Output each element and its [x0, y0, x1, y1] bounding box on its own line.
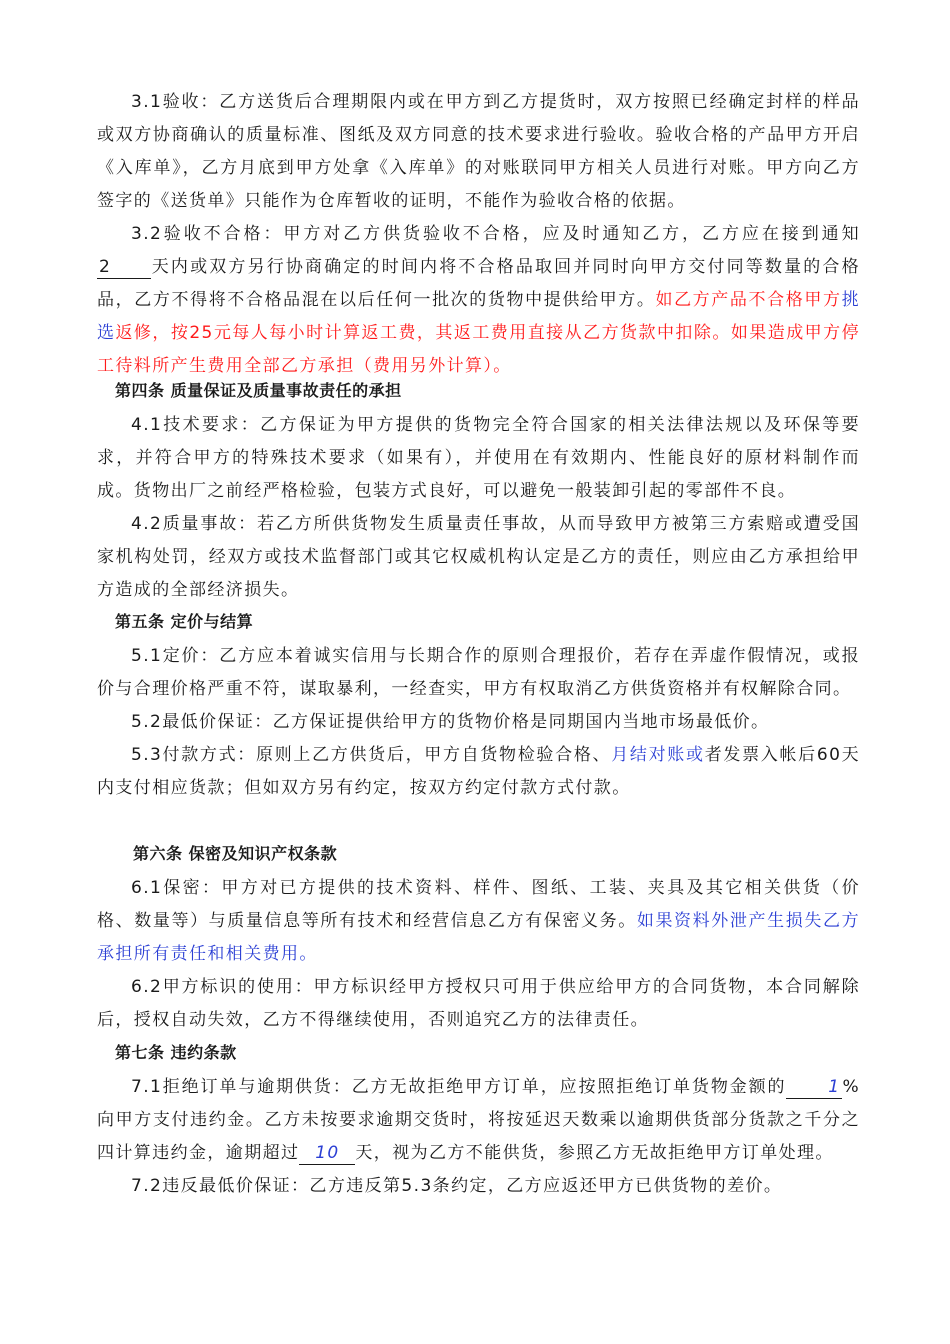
clause-6-1-text: 6.1保密：甲方对已方提供的技术资料、样件、图纸、工装、夹具及其它相关供货（价格、数量等）与质量信息等所有技术和经营信息乙方有保密义务。	[97, 878, 860, 931]
section-5-heading: 第五条 定价与结算	[115, 612, 254, 631]
clause-7-1-text-c: 天，视为乙方不能供货，参照乙方无故拒绝甲方订单处理。	[355, 1143, 834, 1163]
clause-5-2: 5.2最低价保证：乙方保证提供给甲方的货物价格是同期国内当地市场最低价。	[131, 712, 770, 732]
clause-3-2-text-b: 天内或双方另行协商确定的时间内将不合格品取回并同时向甲方交付同等数量的合格品，乙方不得将不合格品混在以后任何一批次的货物中提供给甲方。	[97, 257, 860, 310]
clause-6-1	[97, 872, 860, 971]
section-6-heading: 第六条 保密及知识产权条款	[133, 844, 338, 863]
clause-7-1-penalty-fill: 1	[786, 1076, 842, 1099]
clause-7-1-text-a: 7.1拒绝订单与逾期供货：乙方无故拒绝甲方订单，应按照拒绝订单货物金额的	[131, 1077, 787, 1097]
clause-7-2: 7.2违反最低价保证：乙方违反第5.3条约定，乙方应返还甲方已供货物的差价。	[131, 1176, 783, 1196]
section-3-block	[97, 86, 860, 383]
clause-5-1: 5.1定价：乙方应本着诚实信用与长期合作的原则合理报价，若存在弄虚作假情况，或报价与合理价格严重不符，谋取暴利，一经查实，甲方有权取消乙方供货资格并有权解除合同。	[97, 646, 860, 699]
clause-6-2: 6.2甲方标识的使用：甲方标识经甲方授权只可用于供应给甲方的合同货物，本合同解除后，授权自动失效，乙方不得继续使用，否则追究乙方的法律责任。	[97, 977, 860, 1030]
section-5-block	[97, 640, 860, 805]
clause-5-3	[97, 739, 860, 805]
section-4-block	[97, 409, 860, 607]
clause-6-1-blue-text: 如果资料外泄产生损失乙方承担所有责任和相关费用。	[97, 911, 860, 964]
clause-7-1-text-b: %向甲方支付违约金。乙方未按要求逾期交货时，将按延迟天数乘以逾期供货部分货款之千分之四计算违约金，逾期超过	[97, 1077, 860, 1163]
clause-3-2-red-text-b: 返修，按25元每人每小时计算返工费，其返工费用直接从乙方货款中扣除。如果造成甲方停工待料所产生费用全部乙方承担（费用另外计算）。	[97, 323, 860, 376]
clause-4-2: 4.2质量事故：若乙方所供货物发生质量责任事故，从而导致甲方被第三方索赔或遭受国家机构处罚，经双方或技术监督部门或其它权威机构认定是乙方的责任，则应由乙方承担给甲方造成的全部经济损失。	[97, 514, 860, 600]
clause-7-1	[97, 1071, 860, 1170]
clause-5-3-blue-text: 月结对账或	[611, 745, 705, 765]
clause-3-1: 3.1验收：乙方送货后合理期限内或在甲方到乙方提货时，双方按照已经确定封样的样品或双方协商确认的质量标准、图纸及双方同意的技术要求进行验收。验收合格的产品甲方开启《入库单》，乙方月底到甲方处拿《入库单》的对账联同甲方相关人员进行对账。甲方向乙方签字的《送货单》只能作为仓库暂收的证明，不能作为验收合格的依据。	[97, 92, 860, 211]
clause-3-2-days-fill: 2	[97, 256, 151, 279]
section-6-block	[97, 872, 860, 1037]
section-7-block	[97, 1071, 860, 1203]
clause-7-1-overdue-days-fill: 10	[299, 1142, 355, 1165]
section-4-heading: 第四条 质量保证及质量事故责任的承担	[115, 381, 402, 400]
clause-5-3-text-b: 者发票入帐后60天内支付相应货款；但如双方另有约定，按双方约定付款方式付款。	[97, 745, 861, 798]
clause-4-1: 4.1技术要求：乙方保证为甲方提供的货物完全符合国家的相关法律法规以及环保等要求，并符合甲方的特殊技术要求（如果有），并使用在有效期内、性能良好的原材料制作而成。货物出厂之前经严格检验，包装方式良好，可以避免一般装卸引起的零部件不良。	[97, 415, 860, 501]
clause-5-3-text-a: 5.3付款方式：原则上乙方供货后，甲方自货物检验合格、	[131, 745, 612, 765]
clause-3-2-blue-text: 挑选	[97, 290, 861, 343]
clause-3-2-red-text-a: 如乙方产品不合格甲方	[655, 290, 842, 310]
clause-3-2-text-a: 3.2验收不合格：甲方对乙方供货验收不合格，应及时通知乙方，乙方应在接到通知	[131, 224, 860, 244]
clause-3-2	[97, 218, 860, 383]
section-7-heading: 第七条 违约条款	[115, 1043, 237, 1062]
